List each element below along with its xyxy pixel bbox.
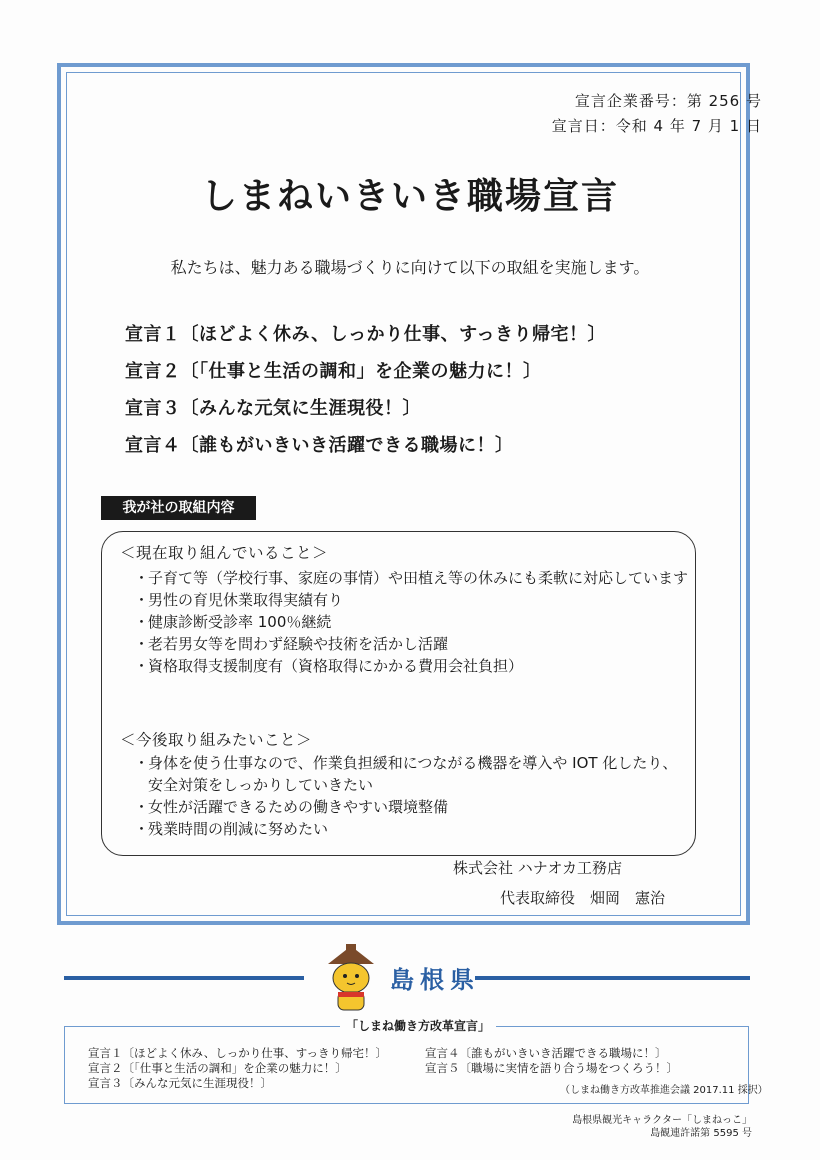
- footer-band-right: [475, 976, 750, 980]
- bullet-icon: ・: [134, 613, 150, 631]
- shimanekko-mascot-icon: [320, 942, 382, 1016]
- declaration-2: 宣言２〔「仕事と生活の調和」を企業の魅力に！〕: [125, 361, 542, 382]
- future-list: [134, 752, 689, 840]
- list-item: ・ 身体を使う仕事なので、作業負担緩和につながる機器を導入や IOT 化したり、安全対策をしっかりしていきたい: [134, 754, 678, 794]
- page-title: しまねいきいき職場宣言: [200, 176, 619, 217]
- list-item: ・ 残業時間の削減に努めたい: [134, 820, 329, 838]
- declaration-number: 宣言企業番号：第 256 号: [574, 92, 762, 110]
- shimane-item-3: 宣言３〔みんな元気に生涯現役！〕: [88, 1076, 272, 1090]
- bullet-icon: ・: [134, 635, 150, 653]
- future-heading: ＜今後取り組みたいこと＞: [120, 731, 313, 749]
- bullet-icon: ・: [134, 798, 150, 816]
- declaration-list: [125, 316, 606, 464]
- adoption-note: （しまね働き方改革推進会議 2017.11 採択）: [560, 1085, 768, 1096]
- declaration-date: 宣言日：令和 4 年 7 月 1 日: [551, 117, 762, 135]
- declaration-1: 宣言１〔ほどよく休み、しっかり仕事、すっきり帰宅！〕: [125, 324, 606, 345]
- bullet-icon: ・: [134, 657, 150, 675]
- representative-name: 代表取締役 畑岡 憲治: [500, 889, 666, 907]
- bullet-icon: ・: [134, 591, 150, 609]
- footer-band-left: [64, 976, 304, 980]
- shimane-box-title: 「しまね働き方改革宣言」: [340, 1017, 496, 1034]
- mascot-credit: 島根県観光キャラクター「しまねっこ」: [572, 1115, 752, 1126]
- license-number: 島観連許諾第 5595 号: [650, 1128, 752, 1139]
- list-item: ・ 老若男女等を問わず経験や技術を活かし活躍: [134, 635, 449, 653]
- bullet-icon: ・: [134, 820, 150, 838]
- current-heading: ＜現在取り組んでいること＞: [120, 544, 329, 562]
- list-item: ・ 健康診断受診率 100％継続: [134, 613, 332, 631]
- list-item: ・ 男性の育児休業取得実績有り: [134, 591, 344, 609]
- shimane-item-4: 宣言４〔誰もがいきいき活躍できる職場に！〕: [425, 1046, 667, 1060]
- declaration-4: 宣言４〔誰もがいきいき活躍できる職場に！〕: [125, 435, 514, 456]
- list-item: ・ 資格取得支援制度有（資格取得にかかる費用会社負担）: [134, 657, 524, 675]
- bullet-icon: ・: [134, 754, 150, 772]
- list-item: ・ 女性が活躍できるための働きやすい環境整備: [134, 798, 449, 816]
- shimane-item-1: 宣言１〔ほどよく休み、しっかり仕事、すっきり帰宅！〕: [88, 1046, 387, 1060]
- bullet-icon: ・: [134, 569, 150, 587]
- intro-text: 私たちは、魅力ある職場づくりに向けて以下の取組を実施します。: [170, 258, 650, 277]
- declaration-3: 宣言３〔みんな元気に生涯現役！〕: [125, 398, 421, 419]
- shimane-item-2: 宣言２〔「仕事と生活の調和」を企業の魅力に！〕: [88, 1061, 347, 1075]
- prefecture-name: 島根県: [390, 966, 480, 994]
- section-label: 我が社の取組内容: [101, 496, 256, 520]
- current-list: [134, 567, 689, 677]
- company-name: 株式会社 ハナオカ工務店: [453, 859, 623, 877]
- shimane-item-5: 宣言５〔職場に実情を語り合う場をつくろう！〕: [425, 1061, 678, 1075]
- list-item: ・ 子育て等（学校行事、家庭の事情）や田植え等の休みにも柔軟に対応しています: [134, 569, 689, 587]
